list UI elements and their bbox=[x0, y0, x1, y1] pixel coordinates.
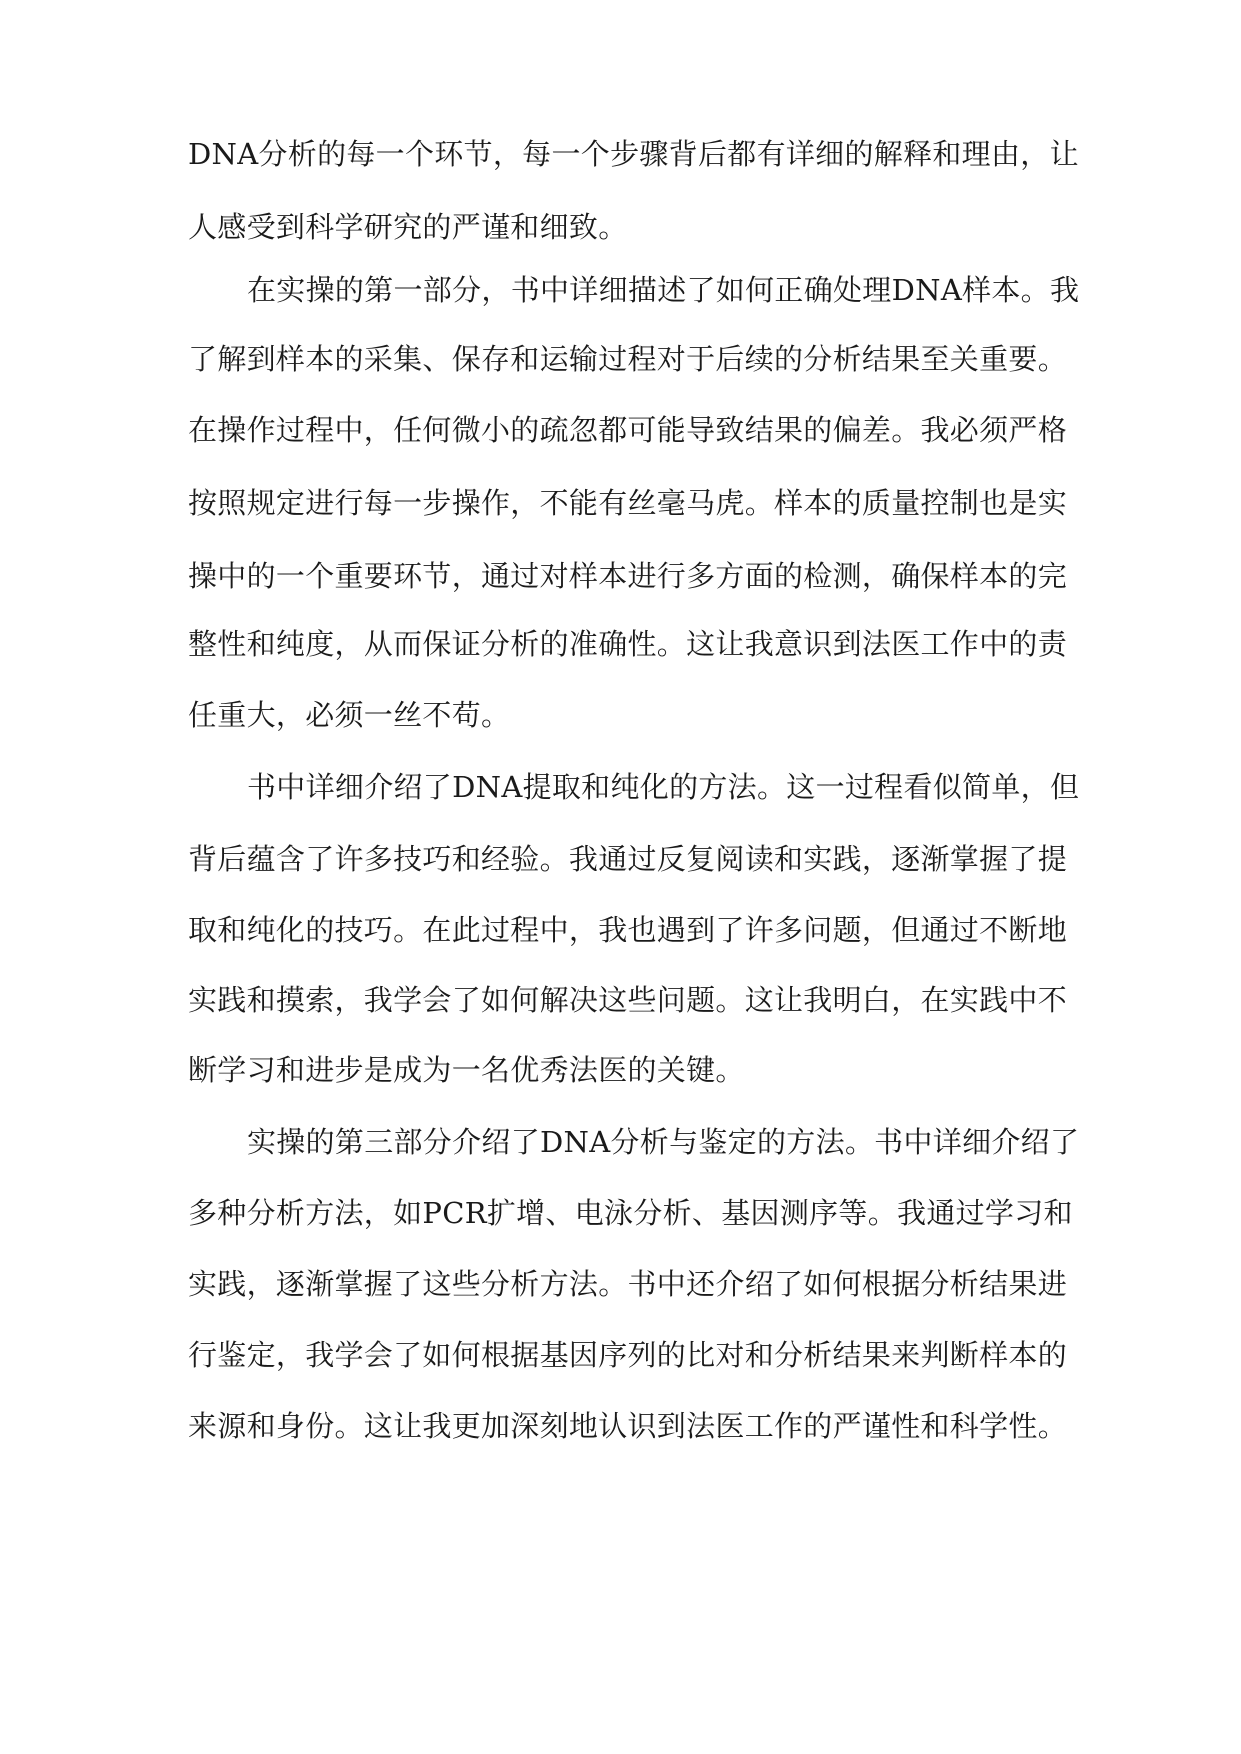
text-line-12: 取和纯化的技巧。在此过程中，我也遇到了许多问题，但通过不断地 bbox=[188, 913, 1068, 947]
text-line-1: DNA分析的每一个环节，每一个步骤背后都有详细的解释和理由，让 bbox=[188, 137, 1079, 171]
text-line-13: 实践和摸索，我学会了如何解决这些问题。这让我明白，在实践中不 bbox=[188, 983, 1068, 1017]
text-line-15: 实操的第三部分介绍了DNA分析与鉴定的方法。书中详细介绍了 bbox=[247, 1125, 1080, 1159]
text-line-17: 实践，逐渐掌握了这些分析方法。书中还介绍了如何根据分析结果进 bbox=[188, 1267, 1068, 1301]
text-line-18: 行鉴定，我学会了如何根据基因序列的比对和分析结果来判断样本的 bbox=[188, 1338, 1068, 1372]
text-line-19: 来源和身份。这让我更加深刻地认识到法医工作的严谨性和科学性。 bbox=[188, 1409, 1068, 1443]
text-line-10: 书中详细介绍了DNA提取和纯化的方法。这一过程看似简单，但 bbox=[247, 770, 1080, 804]
text-line-2: 人感受到科学研究的严谨和细致。 bbox=[188, 210, 628, 244]
text-line-5: 在操作过程中，任何微小的疏忽都可能导致结果的偏差。我必须严格 bbox=[188, 413, 1068, 447]
text-line-9: 任重大，必须一丝不苟。 bbox=[188, 698, 511, 732]
text-line-4: 了解到样本的采集、保存和运输过程对于后续的分析结果至关重要。 bbox=[188, 342, 1068, 376]
text-line-8: 整性和纯度，从而保证分析的准确性。这让我意识到法医工作中的责 bbox=[188, 627, 1068, 661]
text-line-6: 按照规定进行每一步操作，不能有丝毫马虎。样本的质量控制也是实 bbox=[188, 486, 1068, 520]
text-line-7: 操中的一个重要环节，通过对样本进行多方面的检测，确保样本的完 bbox=[188, 559, 1068, 593]
text-line-3: 在实操的第一部分，书中详细描述了如何正确处理DNA样本。我 bbox=[247, 273, 1080, 307]
text-line-11: 背后蕴含了许多技巧和经验。我通过反复阅读和实践，逐渐掌握了提 bbox=[188, 842, 1068, 876]
text-line-16: 多种分析方法，如PCR扩增、电泳分析、基因测序等。我通过学习和 bbox=[188, 1196, 1073, 1230]
text-line-14: 断学习和进步是成为一名优秀法医的关键。 bbox=[188, 1053, 745, 1087]
